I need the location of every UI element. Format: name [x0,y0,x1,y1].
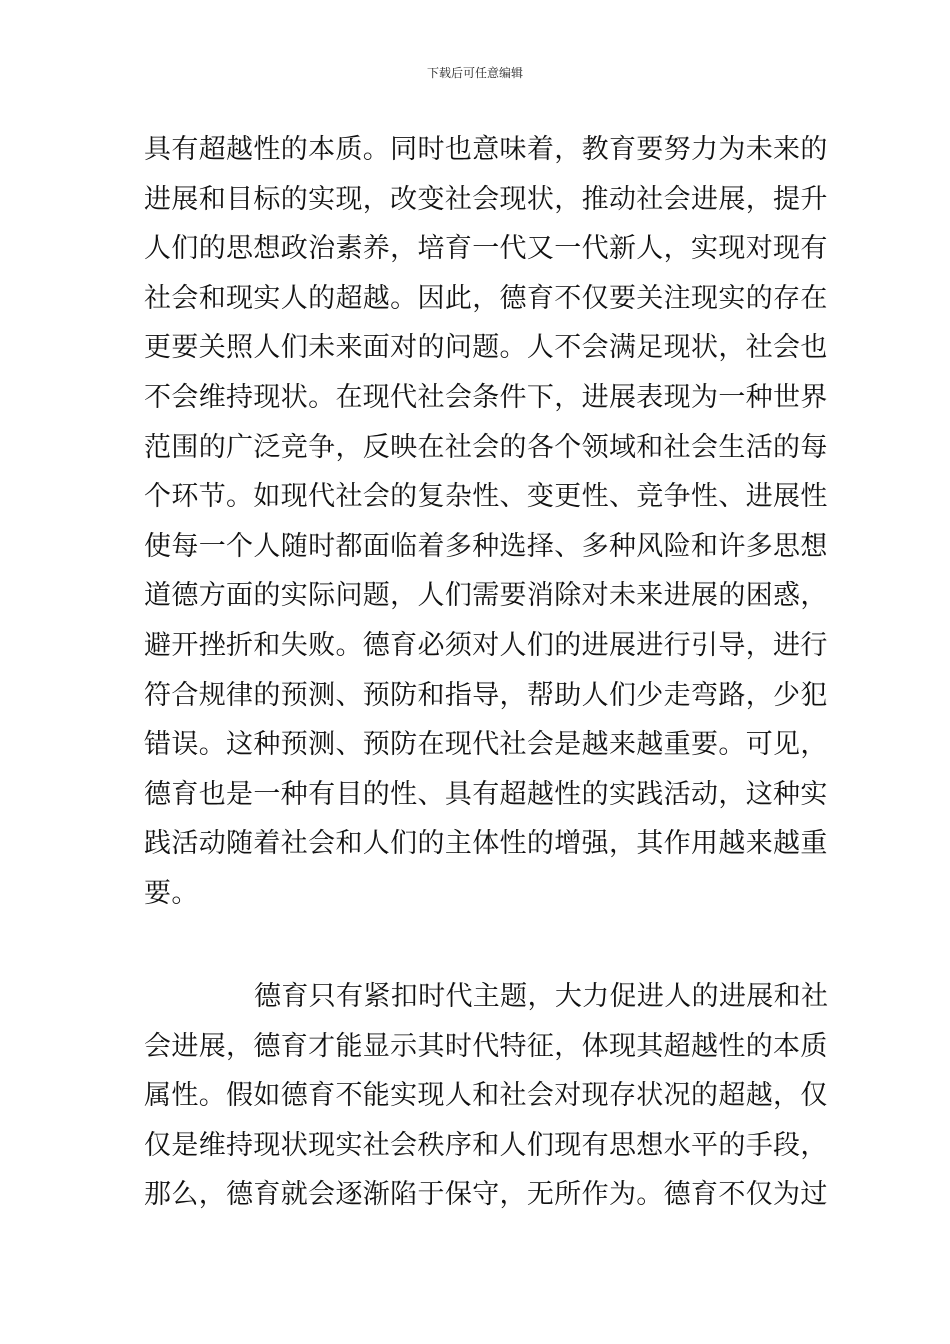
paragraph-line: 社会和现实人的超越。因此，德育不仅要关注现实的存在 [144,282,828,314]
paragraph-line: 要。 [144,877,199,909]
paragraph-line: 个环节。如现代社会的复杂性、变更性、竞争性、进展性 [144,481,828,513]
paragraph-line: 符合规律的预测、预防和指导，帮助人们少走弯路，少犯 [144,679,828,711]
page-header-note: 下载后可任意编辑 [426,66,523,80]
paragraph-line: 范围的广泛竞争，反映在社会的各个领域和社会生活的每 [144,431,828,463]
paragraph-line: 不会维持现状。在现代社会条件下，进展表现为一种世界 [144,381,828,413]
paragraph-line: 那么，德育就会逐渐陷于保守，无所作为。德育不仅为过 [144,1179,828,1211]
paragraph-line: 使每一个人随时都面临着多种选择、多种风险和许多思想 [144,530,828,562]
paragraph-line: 践活动随着社会和人们的主体性的增强，其作用越来越重 [144,828,828,860]
body-paragraph-2 [144,972,829,1220]
paragraph-line: 德育也是一种有目的性、具有超越性的实践活动，这种实 [144,778,828,810]
paragraph-first-line: 德育只有紧扣时代主题，大力促进人的进展和社 [254,981,829,1012]
paragraph-line: 进展和目标的实现，改变社会现状，推动社会进展，提升 [144,183,828,215]
paragraph-line: 仅是维持现状现实社会秩序和人们现有思想水平的手段， [144,1129,828,1161]
paragraph-line: 人们的思想政治素养，培育一代又一代新人，实现对现有 [144,233,828,265]
paragraph-line: 更要关照人们未来面对的问题。人不会满足现状，社会也 [144,332,828,364]
body-paragraph-1 [144,125,828,919]
paragraph-line: 属性。假如德育不能实现人和社会对现存状况的超越，仅 [144,1080,828,1112]
paragraph-line: 会进展，德育才能显示其时代特征，体现其超越性的本质 [144,1030,828,1062]
paragraph-line: 道德方面的实际问题，人们需要消除对未来进展的困惑， [144,580,828,612]
paragraph-line: 错误。这种预测、预防在现代社会是越来越重要。可见， [144,729,828,761]
paragraph-line: 具有超越性的本质。同时也意味着，教育要努力为未来的 [144,134,828,165]
paragraph-line: 避开挫折和失败。德育必须对人们的进展进行引导，进行 [144,629,828,661]
